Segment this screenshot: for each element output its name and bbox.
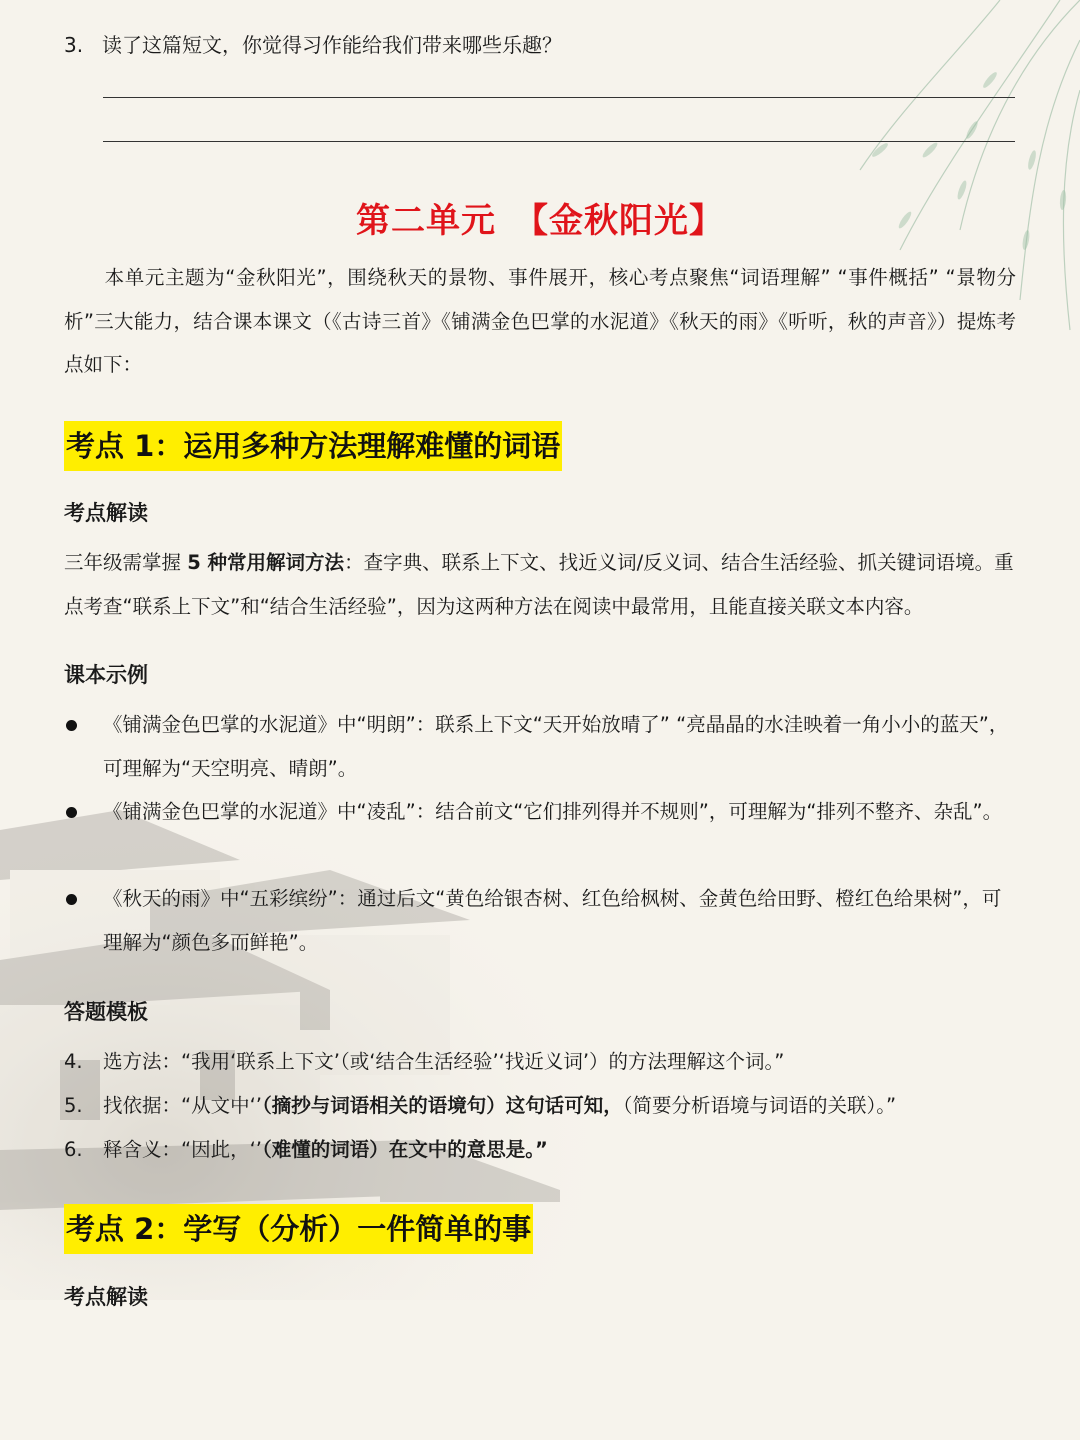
template-item <box>64 1040 1016 1084</box>
interpret-suffix: ：查字典、联系上下文、找近义词/反义词、结合生活经验、抓关键词语境。重点考查“联系上下文”和“结合生活经验”，因为这两种方法在阅读中最常用，且能直接关联文本内容。 <box>64 551 1014 618</box>
answer-line <box>103 141 1015 142</box>
interpret-prefix: 三年级需掌握 <box>64 551 188 574</box>
example-text: 《铺满金色巴掌的水泥道》中“明朗”：联系上下文“天开始放晴了” “亮晶晶的水洼映着一角小小的蓝天”，可理解为“天空明亮、晴朗”。 <box>103 713 1009 780</box>
question-text: 读了这篇短文，你觉得习作能给我们带来哪些乐趣？ <box>102 33 562 57</box>
question-number: 3. <box>64 33 84 57</box>
unit-intro <box>64 256 1016 387</box>
template-item <box>64 1128 1016 1172</box>
point-1-title: 考点 1：运用多种方法理解难懂的词语 <box>64 421 562 471</box>
unit-title: 第二单元 【金秋阳光】 <box>356 201 724 241</box>
point-2-title: 考点 2：学写（分析）一件简单的事 <box>64 1204 533 1254</box>
question-3 <box>64 30 562 60</box>
template-text: （简要分析语境与词语的关联）。” <box>622 1094 897 1117</box>
interpret-bold: 5 种常用解词方法 <box>187 551 345 574</box>
template-text: 选方法：“我用‘联系上下文’（或‘结合生活经验’‘找近义词’）的方法理解这个词。” <box>103 1050 785 1073</box>
bullet-dot <box>66 720 77 731</box>
example-text: 《秋天的雨》中“五彩缤纷”：通过后文“黄色给银杏树、红色给枫树、金黄色给田野、橙红色给果树”，可理解为“颜色多而鲜艳”。 <box>103 887 1002 954</box>
template-bold: （难懂的词语）在文中的意思是。” <box>262 1138 548 1161</box>
answer-line <box>103 97 1015 98</box>
example-text: 《铺满金色巴掌的水泥道》中“凌乱”：结合前文“它们排列得并不规则”，可理解为“排列不整齐、杂乱”。 <box>103 800 1003 823</box>
point-1-template-heading: 答题模板 <box>64 1000 148 1024</box>
template-number: 5. <box>64 1094 83 1117</box>
template-number: 4. <box>64 1050 83 1073</box>
template-item <box>64 1084 1016 1128</box>
bullet-dot <box>66 807 77 818</box>
example-item <box>64 790 1016 834</box>
point-1-interpret <box>64 541 1016 628</box>
bullet-dot <box>66 894 77 905</box>
example-item <box>64 703 1016 790</box>
template-text: 释含义：“因此，‘’ <box>103 1138 262 1161</box>
template-text: 找依据：“从文中‘’ <box>103 1094 262 1117</box>
template-number: 6. <box>64 1138 83 1161</box>
unit-intro-text: 本单元主题为“金秋阳光”，围绕秋天的景物、事件展开，核心考点聚焦“词语理解” “事件概括” “景物分析”三大能力，结合课本课文（《古诗三首》《铺满金色巴掌的水泥道》《秋天的雨》《听听，秋的声音》）提炼考点如下： <box>64 266 1016 376</box>
template-bold: （摘抄与词语相关的语境句）这句话可知， <box>262 1094 623 1117</box>
example-item <box>64 877 1016 964</box>
point-1-examples-heading: 课本示例 <box>64 663 148 687</box>
point-1-interpret-heading: 考点解读 <box>64 501 148 525</box>
point-2-interpret-heading: 考点解读 <box>64 1285 148 1309</box>
